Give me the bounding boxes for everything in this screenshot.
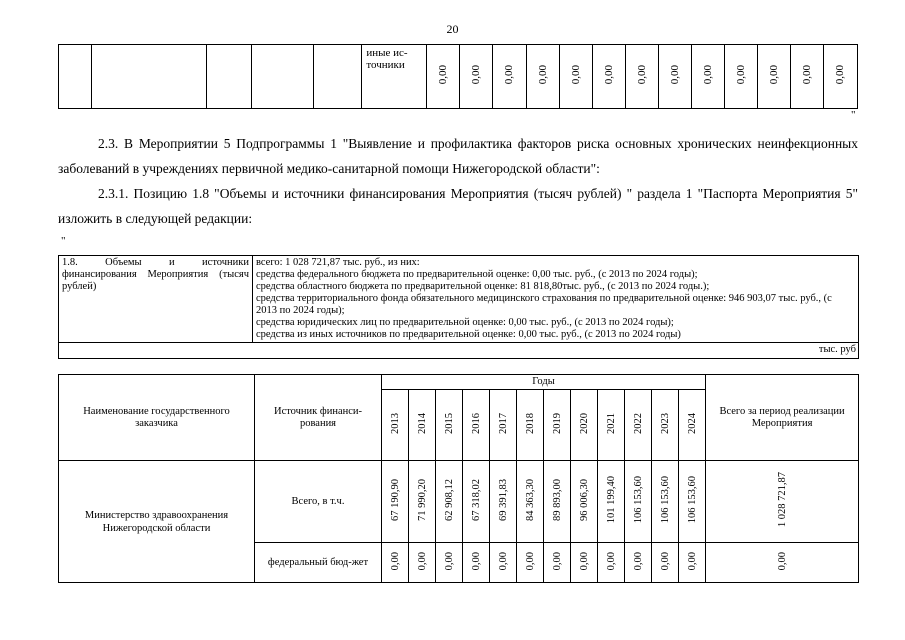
year-header: 2021 [598, 390, 625, 461]
value-cell: 0,00 [493, 45, 526, 109]
year-header: 2017 [490, 390, 517, 461]
value-cell: 71 990,20 [409, 461, 436, 543]
year-header: 2014 [409, 390, 436, 461]
year-header: 2016 [463, 390, 490, 461]
empty-cell [59, 45, 92, 109]
value-cell: 67 190,90 [382, 461, 409, 543]
header-customer: Наименование государственного заказчика [59, 375, 255, 461]
year-header: 2024 [679, 390, 706, 461]
value-cell: 0,00 [598, 543, 625, 583]
value-cell: 0,00 [679, 543, 706, 583]
value-cell: 0,00 [790, 45, 823, 109]
year-header: 2018 [517, 390, 544, 461]
year-header: 2015 [436, 390, 463, 461]
financing-line: средства областного бюджета по предварительной оценке: 81 818,80тыс. руб., (с 2013 по 2024 годы.); [256, 281, 710, 292]
total-cell: 0,00 [706, 543, 859, 583]
value-cell: 0,00 [658, 45, 691, 109]
value-cell: 0,00 [460, 45, 493, 109]
page-number: 20 [446, 22, 459, 36]
year-header: 2022 [625, 390, 652, 461]
financing-description [253, 256, 859, 343]
value-cell: 84 363,30 [517, 461, 544, 543]
value-cell: 96 006,30 [571, 461, 598, 543]
header-years: Годы [382, 375, 706, 390]
financing-line: средства федерального бюджета по предварительной оценке: 0,00 тыс. руб., (с 2013 по 2024 годы); [256, 269, 698, 280]
continuation-table [58, 44, 858, 109]
value-cell: 0,00 [724, 45, 757, 109]
financing-line: средства из иных источников по предварительной оценке: 0,00 тыс. руб., (с 2013 по 2024 годы) [256, 329, 681, 340]
value-cell: 89 893,00 [544, 461, 571, 543]
header-total: Всего за период реализации Мероприятия [706, 375, 859, 461]
value-cell: 0,00 [427, 45, 460, 109]
financing-line: средства юридических лиц по предварительной оценке: 0,00 тыс. руб., (с 2013 по 2024 годы); [256, 317, 674, 328]
header-source: Источник финанси-рования [255, 375, 382, 461]
financing-line: всего: 1 028 721,87 тыс. руб., из них: [256, 257, 420, 268]
source-label: иные ис-точники [362, 45, 427, 109]
value-cell: 106 153,60 [625, 461, 652, 543]
unit-label: тыс. руб [59, 343, 859, 359]
financing-label: 1.8. Объемы и источники финансирования Мероприятия (тысяч рублей) [59, 256, 253, 343]
year-header: 2019 [544, 390, 571, 461]
year-header: 2013 [382, 390, 409, 461]
value-cell: 0,00 [463, 543, 490, 583]
value-cell: 0,00 [517, 543, 544, 583]
empty-cell [252, 45, 314, 109]
paragraph-2-3-1: 2.3.1. Позицию 1.8 "Объемы и источники финансирования Мероприятия (тысяч рублей) " раздела 1 "Паспорта Мероприятия 5" изложить в следующей редакции: [58, 186, 858, 226]
value-cell: 0,00 [625, 543, 652, 583]
value-cell: 67 318,02 [463, 461, 490, 543]
value-cell: 0,00 [559, 45, 592, 109]
paragraph-2-3: 2.3. В Мероприятии 5 Подпрограммы 1 "Выявление и профилактика факторов риска основных хронических неинфекционных заболеваний в учреждениях первичной медико-санитарной помощи Нижегородской области": [58, 136, 858, 176]
value-cell: 0,00 [544, 543, 571, 583]
value-cell: 0,00 [571, 543, 598, 583]
value-cell: 0,00 [382, 543, 409, 583]
value-cell: 0,00 [592, 45, 625, 109]
value-cell: 101 199,40 [598, 461, 625, 543]
year-header: 2023 [652, 390, 679, 461]
value-cell: 106 153,60 [679, 461, 706, 543]
value-cell: 0,00 [436, 543, 463, 583]
customer-name: Министерство здравоохранения Нижегородской области [59, 461, 255, 583]
row-source: Всего, в т.ч. [255, 461, 382, 543]
value-cell: 0,00 [757, 45, 790, 109]
total-cell: 1 028 721,87 [706, 461, 859, 543]
closing-quote: " [851, 109, 856, 121]
value-cell: 0,00 [652, 543, 679, 583]
empty-cell [207, 45, 252, 109]
row-source: федеральный бюд-жет [255, 543, 382, 583]
value-cell: 0,00 [823, 45, 857, 109]
financing-line: средства территориального фонда обязательного медицинского страхования по предварительной оценке: 946 903,07 тыс. руб., (с 2013 по 2024 годы); [256, 293, 832, 316]
value-cell: 0,00 [526, 45, 559, 109]
value-cell: 69 391,83 [490, 461, 517, 543]
empty-cell [92, 45, 207, 109]
value-cell: 0,00 [409, 543, 436, 583]
value-cell: 0,00 [490, 543, 517, 583]
year-header: 2020 [571, 390, 598, 461]
passport-table [58, 255, 859, 359]
empty-cell [314, 45, 362, 109]
value-cell: 0,00 [691, 45, 724, 109]
opening-quote: " [61, 235, 66, 247]
financing-table [58, 374, 859, 583]
value-cell: 0,00 [625, 45, 658, 109]
value-cell: 106 153,60 [652, 461, 679, 543]
value-cell: 62 908,12 [436, 461, 463, 543]
